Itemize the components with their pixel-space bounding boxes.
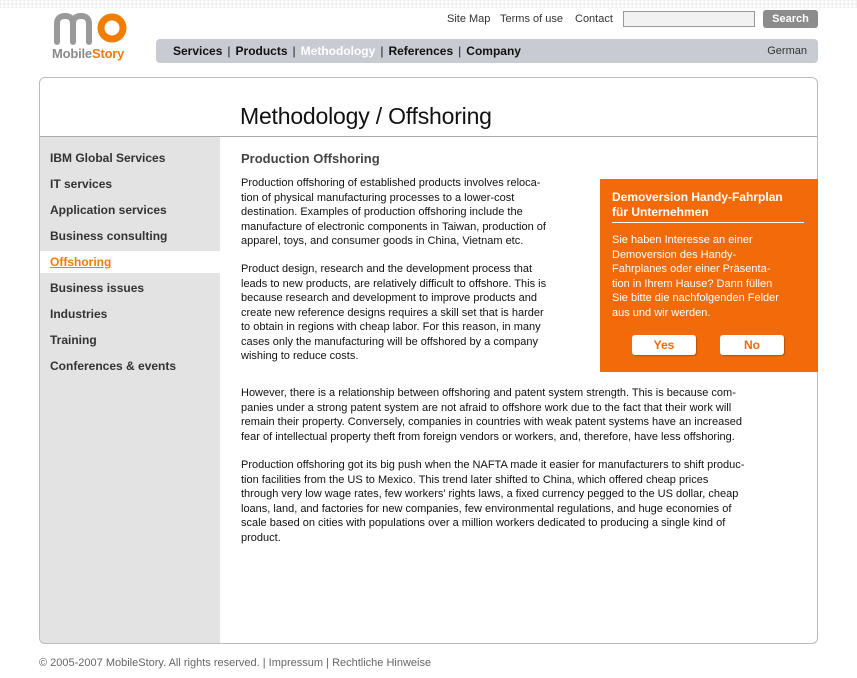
section-title: Production Offshoring [241, 151, 380, 166]
nav-separator: | [380, 44, 384, 58]
sidebar-item-application-services[interactable]: Application services [50, 203, 167, 217]
contact-link[interactable]: Contact [575, 13, 613, 25]
nav-products[interactable]: Products [235, 44, 288, 58]
nav-services[interactable]: Services [173, 44, 223, 58]
sidebar-item-conferences-events[interactable]: Conferences & events [50, 359, 177, 373]
logo-mark-icon [54, 12, 132, 46]
logo[interactable] [50, 12, 132, 64]
search-button[interactable]: Search [763, 10, 818, 28]
nav-methodology[interactable]: Methodology [300, 44, 376, 58]
footer-separator: | [259, 657, 269, 669]
paragraph-4: Production offshoring got its big push when the NAFTA made it easier for manufacturers to shift produc- tion facilities from the US to Mexico. This trend later shifted to China, which offered cheap prices through very low wage rates, few workers' rights laws, a fixed currency pegged to the US dollar, cheap loans, land, and factories for new companies, few environmental regulations, and huge economies of scale based on cities with populations over a million workers dedicated to producing a single kind of product. [241, 459, 745, 544]
sidebar-item-training[interactable]: Training [50, 333, 97, 347]
paragraph-2: Product design, research and the development process that leads to new products, are relatively difficult to offshore. This is because research and development to improve products and create new reference designs requires a skill set that is harder to obtain in regions with cheap labor. For this reason, in many cases only the manufacturing will be offshored by a company wishing to reduce costs. [241, 263, 547, 362]
sidebar-item-offshoring[interactable]: Offshoring [40, 251, 220, 273]
search-input[interactable] [623, 11, 755, 27]
nav-separator: | [458, 44, 462, 58]
footer-copyright: © 2005-2007 MobileStory. All rights reserved. [39, 657, 260, 669]
footer-separator: | [323, 657, 333, 669]
sidebar-item-business-consulting[interactable]: Business consulting [50, 229, 168, 243]
nav-separator: | [227, 44, 231, 58]
language-link[interactable]: German [767, 45, 807, 57]
sidebar-item-industries[interactable]: Industries [50, 307, 108, 321]
sidebar [40, 137, 220, 644]
sitemap-link[interactable]: Site Map [447, 13, 491, 25]
sidebar-item-it-services[interactable]: IT services [50, 177, 113, 191]
footer [39, 657, 431, 669]
nav-references[interactable]: References [388, 44, 454, 58]
footer-legal-link[interactable]: Rechtliche Hinweise [332, 657, 432, 669]
demo-promo-box [600, 179, 818, 372]
main-nav [156, 39, 818, 63]
nav-company[interactable]: Company [466, 44, 521, 58]
sidebar-item-business-issues[interactable]: Business issues [50, 281, 145, 295]
terms-link[interactable]: Terms of use [500, 13, 563, 25]
paragraph-1: Production offshoring of established products involves reloca- tion of physical manufacturing processes to a lower-cost destination. Examples of production offshoring include the manufacture of electronic components in Taiwan, production of apparel, toys, and consumer goods in China, Vietnam etc. [241, 177, 546, 247]
footer-impressum-link[interactable]: Impressum [268, 657, 324, 669]
nav-separator: | [292, 44, 296, 58]
logo-text: MobileStory [52, 46, 125, 61]
sidebar-item-ibm-global-services[interactable]: IBM Global Services [50, 151, 166, 165]
page-title: Methodology / Offshoring [240, 103, 492, 129]
paragraph-3: However, there is a relationship between offshoring and patent system strength. This is because com- panies under a strong patent system are not afraid to offshore work due to the fact that their work will remain their property. Conversely, companies in countries with weak patent systems have an increased fear of intellectual property theft from foreign vendors or workers, and, therefore, have less offshoring. [241, 387, 742, 443]
promo-yes-button[interactable]: Yes [632, 335, 696, 355]
top-pattern-strip [0, 0, 857, 8]
promo-title: Demoversion Handy-Fahrplan für Unternehmen [612, 190, 804, 223]
promo-text: Sie haben Interesse an einer Demoversion des Handy- Fahrplanes oder einer Präsenta- tion in Ihrem Hause? Dann füllen Sie bitte die nachfolgenden Felder aus und wir werden. [612, 234, 779, 319]
promo-no-button[interactable]: No [720, 335, 784, 355]
